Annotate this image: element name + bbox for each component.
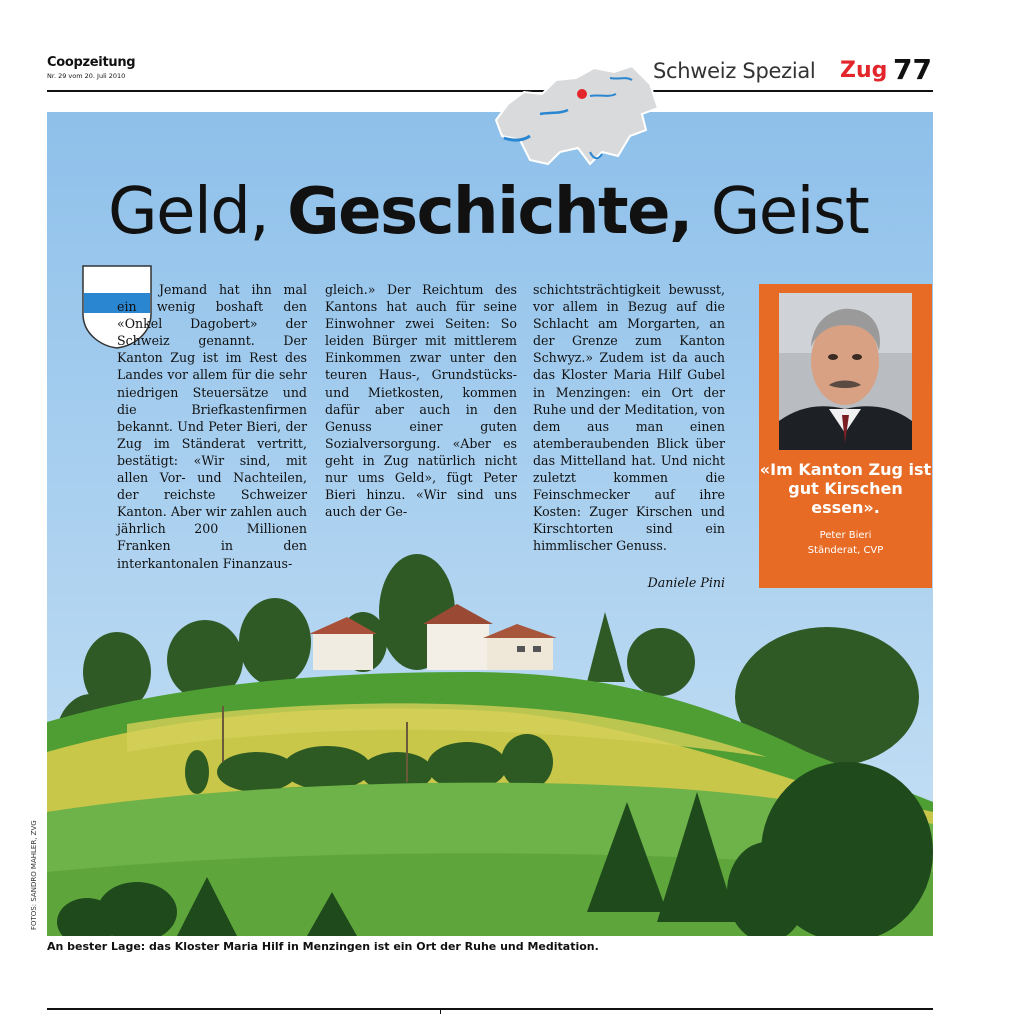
article-column-2: gleich.» Der Reichtum des Kantons hat auch für seine Einwohner zwei Seiten: So leiden Bürger mit mittlerem Einkommen zwar unter den teuren Haus-, Grundstücks- und Mietkosten, kommen dafür aber auch in den Genuss einer guten Sozialversorgung. «Aber es geht in Zug natürlich nicht nur ums Geld», fügt Peter Bieri hinzu. «Wir sind uns auch der Ge- xyxy=(325,282,517,520)
region-label: Zug xyxy=(840,58,888,83)
section-label: Schweiz Spezial xyxy=(653,59,816,83)
headline-part-2: Geschichte, xyxy=(287,175,692,249)
photo-credit: FOTOS: SANDRO MAHLER, ZVG xyxy=(30,820,38,930)
bottom-rule xyxy=(47,1008,933,1010)
quote-role: Ständerat, CVP xyxy=(807,545,884,556)
article-column-1 xyxy=(117,281,307,572)
headline xyxy=(108,175,869,249)
bottom-divider xyxy=(440,1008,441,1014)
headline-part-3: Geist xyxy=(691,175,869,249)
photo-caption: An bester Lage: das Kloster Maria Hilf in Menzingen ist ein Ort der Ruhe und Meditation. xyxy=(47,940,599,953)
page-number: 77 xyxy=(893,53,932,86)
quote-text: «Im Kanton Zug ist gut Kirschen essen». xyxy=(759,460,932,517)
switzerland-map-icon xyxy=(490,56,662,176)
article-col1-text: Jemand hat ihn mal ein wenig boshaft den «Onkel Dagobert» der Schweiz genannt. Der Kanton Zug ist im Rest des Landes vor allem für die sehr niedrigen Steuersätze und die Briefkastenfirmen bekannt. Und Peter Bieri, der Zug im Ständerat vertritt, bestätigt: «Wir sind, mit allen Vor- und Nachteilen, der reichste Schweizer Kanton. Aber wir zahlen auch jährlich 200 Millionen Franken in den interkantonalen Finanzaus- xyxy=(117,282,307,571)
quote-name: Peter Bieri xyxy=(819,530,872,541)
newspaper-name: Coopzeitung xyxy=(47,55,136,70)
portrait-photo xyxy=(779,293,912,450)
headline-part-1: Geld, xyxy=(108,175,288,249)
author-byline: Daniele Pini xyxy=(647,575,725,590)
issue-date: Nr. 29 vom 20. Juli 2010 xyxy=(47,72,126,80)
article-column-3: schichtsträchtigkeit bewusst, vor allem in Bezug auf die Schlacht am Morgarten, an der Grenze zum Kanton Schwyz.» Zudem ist da auch das Kloster Maria Hilf Gubel in Menzingen: ein Ort der Ruhe und der Meditation, von dem aus man einen atemberaubenden Blick über das Mittelland hat. Und nicht zuletzt kommen die Feinschmecker auf ihre Kosten: Zuger Kirschen und Kirschtorten sind ein himmlischer Genuss. xyxy=(533,282,725,554)
